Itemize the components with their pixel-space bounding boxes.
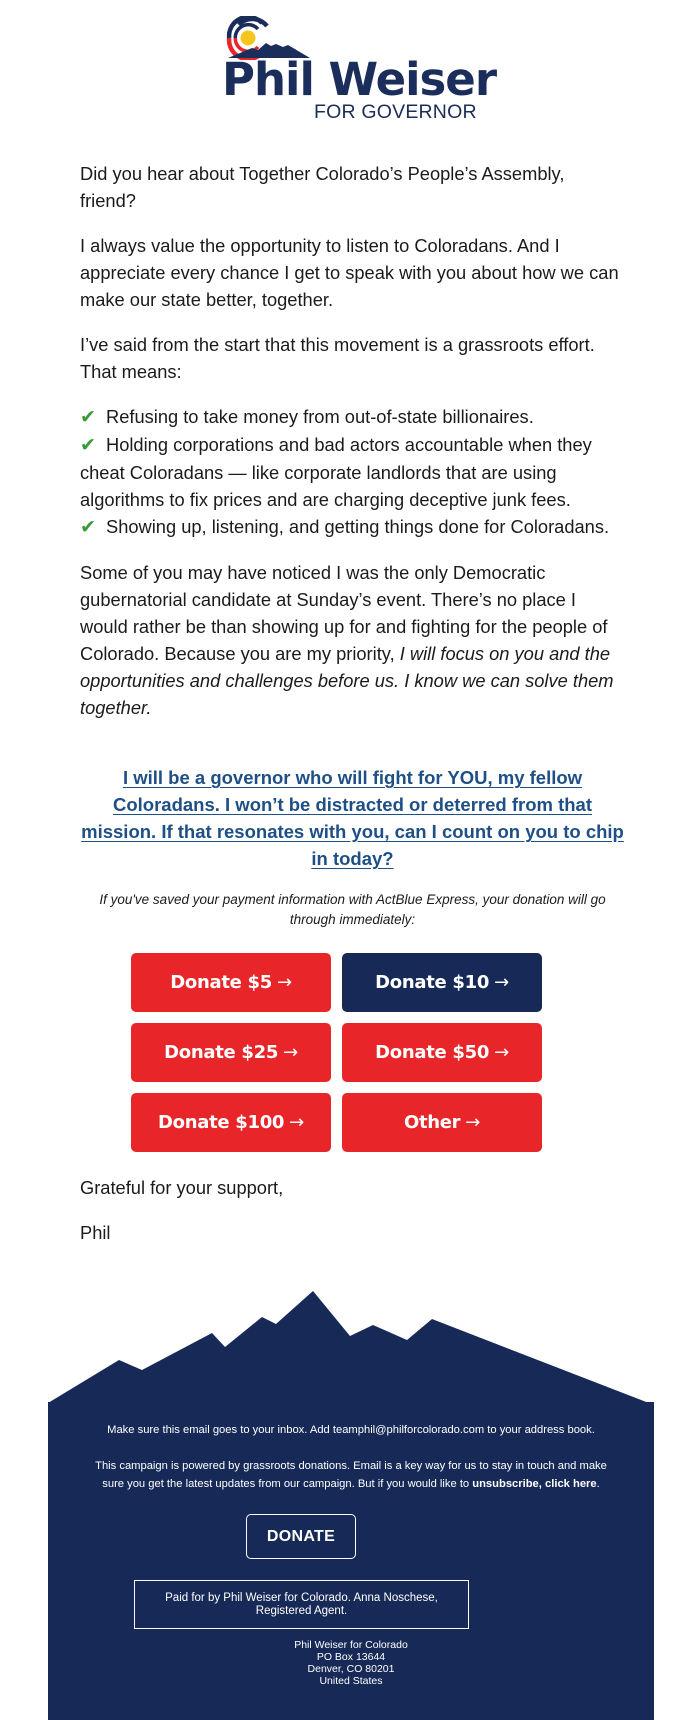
commitments-list: [80, 403, 625, 541]
email-footer: [48, 1402, 654, 1720]
donate-other-button[interactable]: Other →: [342, 1093, 542, 1152]
paragraph-grassroots: I’ve said from the start that this movement is a grassroots effort. That means:: [80, 334, 595, 382]
donate-5-button[interactable]: Donate $5 →: [131, 953, 331, 1012]
arrow-right-icon: →: [276, 972, 292, 993]
grassroots-note-line1: This campaign is powered by grassroots donations. Email is a key way for us to stay in touch and make: [95, 1460, 607, 1472]
arrow-right-icon: →: [289, 1112, 304, 1133]
donate-25-button[interactable]: Donate $25 →: [131, 1023, 331, 1082]
closing-line: Grateful for your support,: [80, 1177, 284, 1198]
logo-candidate-name: Phil Weiser: [222, 53, 497, 106]
email-body: [80, 160, 625, 739]
arrow-right-icon: →: [494, 1042, 509, 1063]
paid-for-disclaimer: Paid for by Phil Weiser for Colorado. Anna Noschese, Registered Agent.: [134, 1580, 469, 1629]
check-icon: ✔: [80, 435, 96, 456]
inbox-note: Make sure this email goes to your inbox. Add teamphil@philforcolorado.com to your address book.: [107, 1424, 595, 1436]
arrow-right-icon: →: [283, 1042, 298, 1063]
unsubscribe-link[interactable]: unsubscribe, click here: [472, 1478, 597, 1490]
signature: Phil: [80, 1222, 111, 1243]
arrow-right-icon: →: [494, 972, 509, 993]
campaign-logo: [0, 0, 700, 130]
grassroots-note-line2: sure you get the latest updates from our campaign. But if you would like to unsubscribe, click here.: [102, 1478, 600, 1490]
italic-emphasis: I will focus on you and the opportunities and challenges before us. I know we can solve them together.: [80, 643, 614, 718]
list-item: ✔ Refusing to take money from out-of-state billionaires.: [80, 406, 534, 427]
list-item: ✔ Holding corporations and bad actors accountable when they cheat Coloradans — like corporate landlords that are using algorithms to fix prices and are charging deceptive junk fees.: [80, 434, 592, 510]
cta-donate-link[interactable]: I will be a governor who will fight for YOU, my fellow Coloradans. I won’t be distracted or deterred from that mission. If that resonates with you, can I count on you to chip in today?: [81, 767, 624, 869]
logo-subtitle: FOR GOVERNOR: [314, 101, 477, 123]
footer-donate-button[interactable]: DONATE: [246, 1514, 356, 1559]
donate-10-button[interactable]: Donate $10 →: [342, 953, 542, 1012]
list-item: ✔ Showing up, listening, and getting things done for Coloradans.: [80, 516, 609, 537]
cta-block: [80, 764, 625, 872]
donate-100-button[interactable]: Donate $100 →: [131, 1093, 331, 1152]
arrow-right-icon: →: [465, 1112, 481, 1133]
mountain-silhouette-graphic: [0, 1280, 700, 1405]
mailing-address: Phil Weiser for Colorado PO Box 13644 Denver, CO 80201 United States: [294, 1639, 408, 1687]
check-icon: ✔: [80, 517, 96, 538]
check-icon: ✔: [80, 407, 96, 428]
paragraph-intro: Did you hear about Together Colorado’s People’s Assembly, friend?: [80, 163, 565, 211]
actblue-express-note: If you've saved your payment information with ActBlue Express, your donation will go through immediately:: [99, 892, 606, 927]
donate-50-button[interactable]: Donate $50 →: [342, 1023, 542, 1082]
paragraph-event: Some of you may have noticed I was the only Democratic gubernatorial candidate at Sunday’s event. There’s no place I would rather be than showing up for and fighting for the people of Colorado. Because you are my priority, I will focus on you and the opportunities and challenges before us. I know we can solve them together.: [80, 562, 614, 718]
paragraph-listen: I always value the opportunity to listen to Coloradans. And I appreciate every chance I get to speak with you about how we can make our state better, together.: [80, 235, 619, 310]
